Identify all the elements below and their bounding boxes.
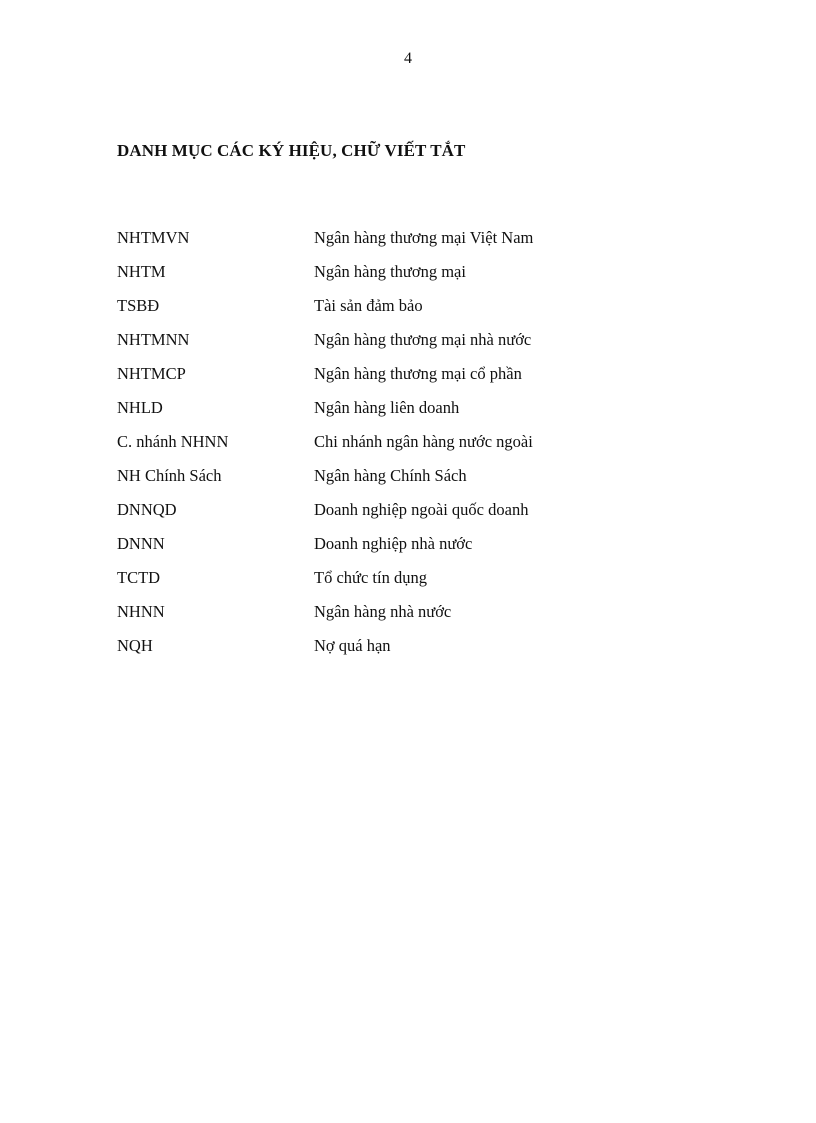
page-title: DANH MỤC CÁC KÝ HIỆU, CHỮ VIẾT TẮT — [117, 141, 466, 160]
abbreviation-row — [117, 432, 677, 466]
abbreviation-term: NHTMCP — [117, 364, 186, 383]
abbreviation-row — [117, 636, 677, 670]
abbreviation-term: NHTM — [117, 262, 166, 281]
abbreviation-row — [117, 466, 677, 500]
abbreviation-meaning: Ngân hàng thương mại Việt Nam — [314, 228, 534, 247]
abbreviation-meaning: Ngân hàng liên doanh — [314, 398, 460, 417]
abbreviation-term: NQH — [117, 636, 153, 655]
abbreviation-row — [117, 398, 677, 432]
abbreviation-row — [117, 568, 677, 602]
abbreviation-row — [117, 500, 677, 534]
abbreviation-meaning: Doanh nghiệp ngoài quốc doanh — [314, 500, 529, 519]
abbreviation-meaning: Ngân hàng Chính Sách — [314, 466, 467, 485]
abbreviation-row — [117, 330, 677, 364]
abbreviation-term: DNNN — [117, 534, 165, 553]
page-number: 4 — [404, 50, 412, 67]
abbreviation-meaning: Nợ quá hạn — [314, 636, 391, 655]
abbreviation-row — [117, 602, 677, 636]
abbreviation-term: TCTD — [117, 568, 161, 587]
abbreviation-term: NHTMVN — [117, 228, 190, 247]
abbreviation-meaning: Ngân hàng thương mại nhà nước — [314, 330, 532, 349]
abbreviation-row — [117, 364, 677, 398]
abbreviation-meaning: Tài sản đảm bảo — [314, 296, 423, 315]
abbreviation-term: DNNQD — [117, 500, 177, 519]
abbreviation-term: NHNN — [117, 602, 165, 621]
abbreviation-meaning: Chi nhánh ngân hàng nước ngoài — [314, 432, 533, 451]
abbreviation-term: C. nhánh NHNN — [117, 432, 229, 451]
abbreviation-term: NH Chính Sách — [117, 466, 222, 485]
abbreviation-row — [117, 228, 677, 262]
abbreviation-meaning: Ngân hàng nhà nước — [314, 602, 452, 621]
abbreviation-row — [117, 262, 677, 296]
abbreviation-list — [117, 228, 677, 670]
abbreviation-meaning: Ngân hàng thương mại — [314, 262, 466, 281]
abbreviation-term: NHTMNN — [117, 330, 190, 349]
abbreviation-meaning: Doanh nghiệp nhà nước — [314, 534, 473, 553]
abbreviation-meaning: Ngân hàng thương mại cổ phần — [314, 364, 522, 383]
abbreviation-row — [117, 296, 677, 330]
abbreviation-row — [117, 534, 677, 568]
abbreviation-meaning: Tổ chức tín dụng — [314, 568, 427, 587]
abbreviation-term: NHLD — [117, 398, 163, 417]
abbreviation-term: TSBĐ — [117, 296, 160, 315]
